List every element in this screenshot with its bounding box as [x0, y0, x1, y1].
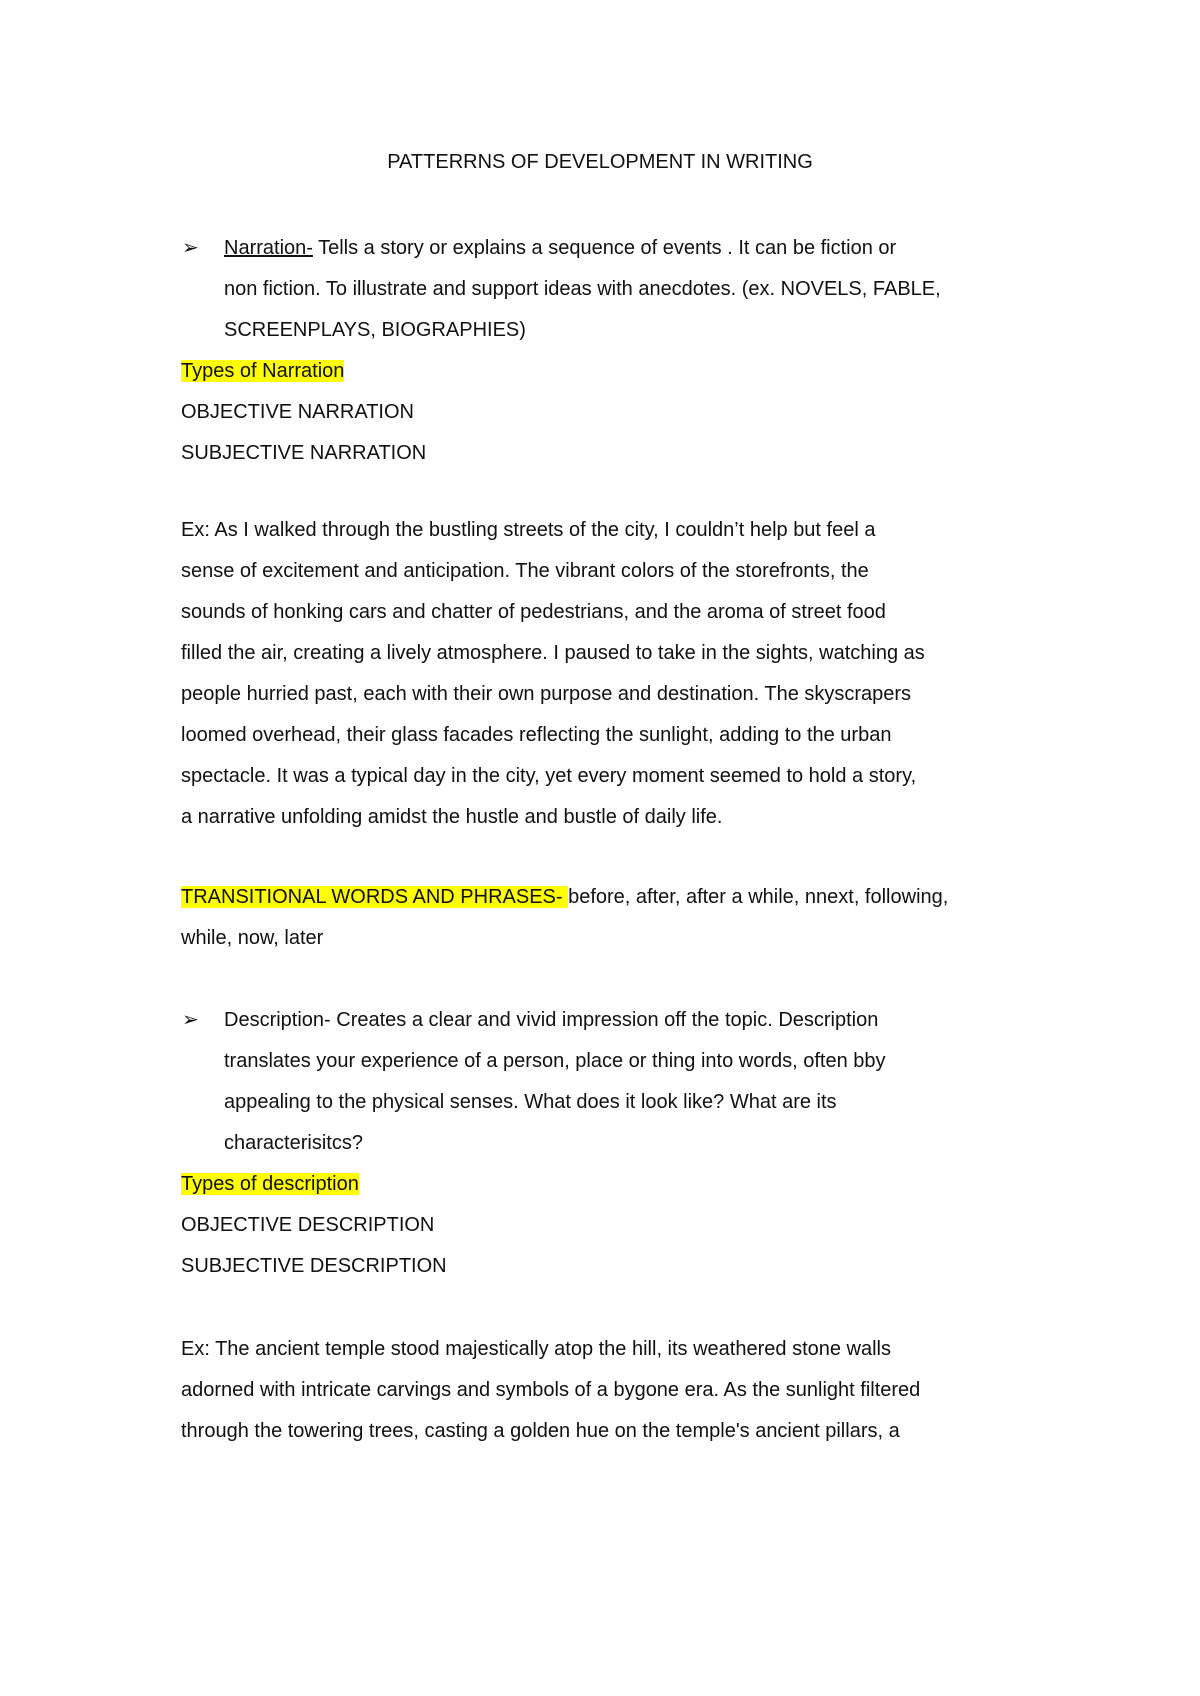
narration-definition: Tells a story or explains a sequence of events . It can be fiction or	[312, 237, 897, 259]
narration-example-line: Ex: As I walked through the bustling streets of the city, I couldn’t help but feel a	[181, 519, 876, 541]
narration-example-line: sounds of honking cars and chatter of pedestrians, and the aroma of street food	[181, 601, 886, 623]
transitional-line-2: while, now, later	[181, 927, 324, 949]
narration-example-line: filled the air, creating a lively atmosphere. I paused to take in the sights, watching as	[181, 642, 925, 664]
narration-example-line: people hurried past, each with their own purpose and destination. The skyscrapers	[181, 683, 912, 705]
narration-type-objective: OBJECTIVE NARRATION	[181, 401, 414, 423]
narration-type-subjective: SUBJECTIVE NARRATION	[181, 442, 427, 464]
narration-example-line: sense of excitement and anticipation. The vibrant colors of the storefronts, the	[181, 560, 869, 582]
narration-term: Narration-	[224, 237, 313, 259]
bullet-arrow-icon: ➢	[182, 1009, 199, 1031]
description-example-line: Ex: The ancient temple stood majestically atop the hill, its weathered stone walls	[181, 1338, 891, 1360]
description-line: characterisitcs?	[224, 1132, 363, 1154]
bullet-arrow-icon: ➢	[182, 237, 199, 259]
description-types-heading: Types of description	[181, 1173, 359, 1195]
narration-line-2: non fiction. To illustrate and support ideas with anecdotes. (ex. NOVELS, FABLE,	[224, 278, 941, 300]
description-line: Description- Creates a clear and vivid impression off the topic. Description	[224, 1009, 879, 1031]
narration-types-heading: Types of Narration	[181, 360, 345, 382]
narration-example-line: a narrative unfolding amidst the hustle and bustle of daily life.	[181, 806, 723, 828]
description-line: translates your experience of a person, place or thing into words, often bby	[224, 1050, 886, 1072]
description-example-line: adorned with intricate carvings and symbols of a bygone era. As the sunlight filtered	[181, 1379, 921, 1401]
description-type-objective: OBJECTIVE DESCRIPTION	[181, 1214, 435, 1236]
narration-line-3: SCREENPLAYS, BIOGRAPHIES)	[224, 319, 526, 341]
transitional-line-1	[181, 884, 948, 910]
narration-example-line: spectacle. It was a typical day in the city, yet every moment seemed to hold a story,	[181, 765, 917, 787]
narration-line-1	[224, 235, 896, 261]
document-title: PATTERRNS OF DEVELOPMENT IN WRITING	[387, 151, 813, 173]
transitional-words: before, after, after a while, nnext, following,	[568, 886, 949, 908]
description-example-line: through the towering trees, casting a golden hue on the temple's ancient pillars, a	[181, 1420, 900, 1442]
transitional-label: TRANSITIONAL WORDS AND PHRASES-	[181, 886, 569, 908]
narration-example-line: loomed overhead, their glass facades reflecting the sunlight, adding to the urban	[181, 724, 892, 746]
description-type-subjective: SUBJECTIVE DESCRIPTION	[181, 1255, 447, 1277]
description-line: appealing to the physical senses. What does it look like? What are its	[224, 1091, 837, 1113]
